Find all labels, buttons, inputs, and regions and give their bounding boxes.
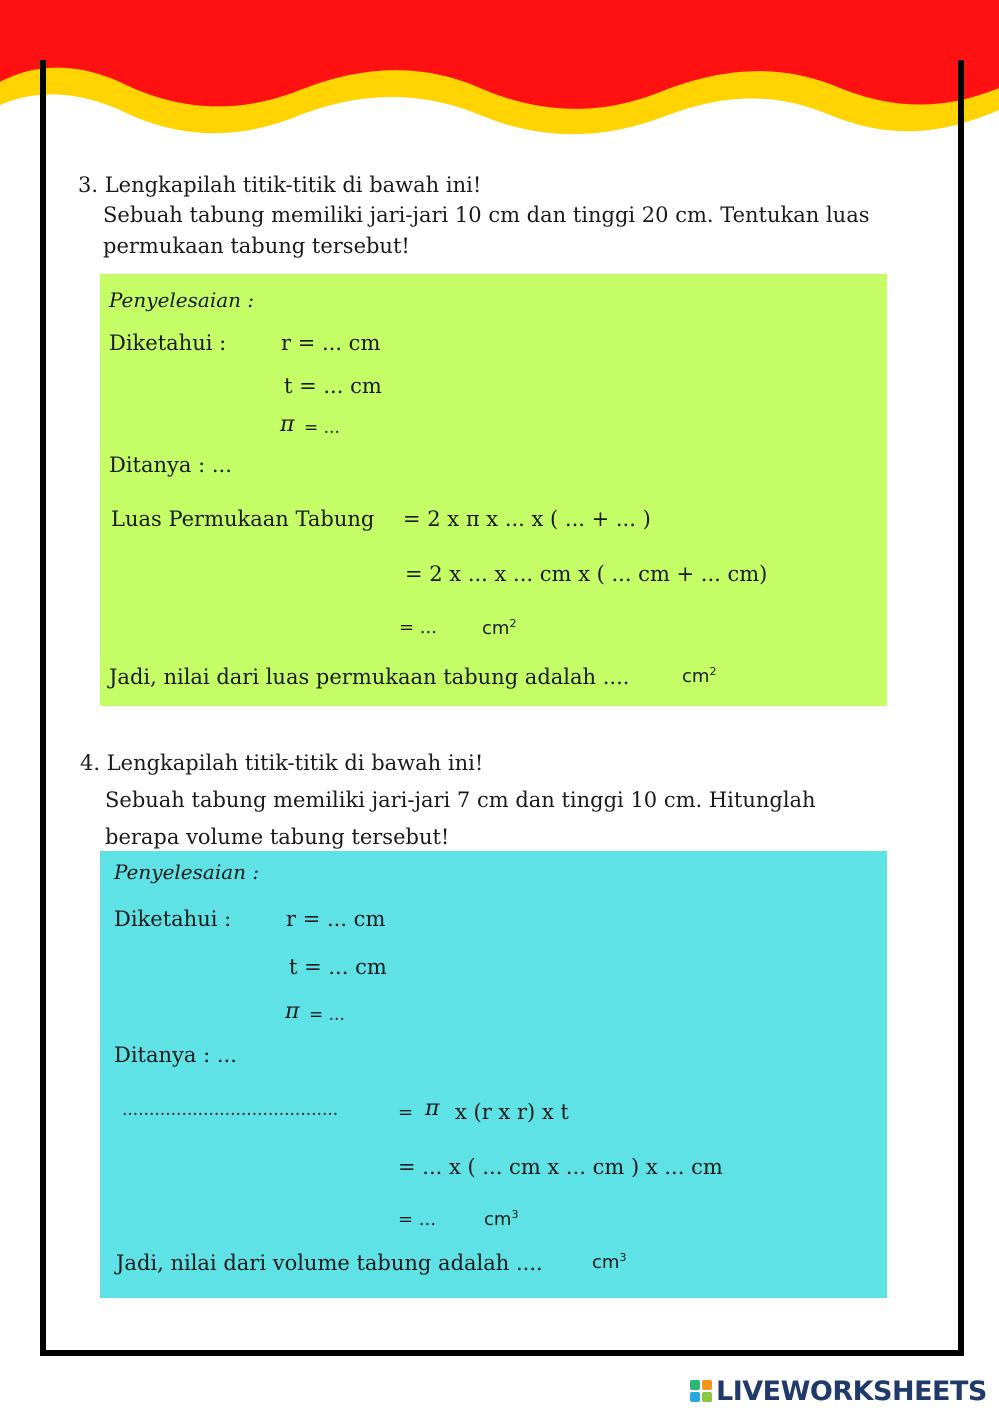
q4-step1-field[interactable]: = ... x ( ... cm x ... cm ) x ... cm (398, 1155, 723, 1179)
q4-r-field[interactable]: r = ... cm (286, 907, 386, 931)
q4-conclusion-field[interactable]: Jadi, nilai dari volume tabung adalah .... (116, 1251, 543, 1275)
q3-r-field[interactable]: r = ... cm (281, 331, 381, 355)
q4-penyelesaian-label: Penyelesaian : (114, 860, 260, 884)
q3-t-field[interactable]: t = ... cm (284, 374, 382, 398)
q4-diketahui-label: Diketahui : (114, 907, 232, 931)
q4-conclusion-exponent: 3 (619, 1251, 627, 1264)
q3-problem-line-1: Sebuah tabung memiliki jari-jari 10 cm dan tinggi 20 cm. Tentukan luas (103, 203, 870, 227)
q4-formula-equals: = (398, 1102, 414, 1123)
liveworksheets-logo-icon (690, 1380, 712, 1402)
q3-conclusion-field[interactable]: Jadi, nilai dari luas permukaan tabung adalah .... (109, 665, 630, 689)
q4-pi-symbol: π (285, 999, 300, 1024)
q4-step2-exponent: 3 (511, 1208, 519, 1221)
q4-conclusion-unit: $cm^3$ (592, 1251, 627, 1273)
q3-penyelesaian-label: Penyelesaian : (109, 288, 255, 312)
q4-step2-field[interactable]: = ... (398, 1209, 436, 1230)
q3-pi-symbol: π (280, 412, 295, 437)
q3-instruction: 3. Lengkapilah titik-titik di bawah ini! (78, 173, 482, 197)
q4-t-field[interactable]: t = ... cm (289, 955, 387, 979)
q3-conclusion-unit: $cm^2$ (682, 665, 717, 687)
q4-formula-rest: x (r x r) x t (455, 1100, 569, 1124)
q4-formula-pi: π (425, 1096, 440, 1121)
q3-diketahui-label: Diketahui : (109, 331, 227, 355)
q4-pi-field[interactable]: = ... (309, 1005, 345, 1025)
q3-problem-line-2: permukaan tabung tersebut! (103, 234, 410, 258)
q4-formula-blank[interactable]: ........................................ (122, 1100, 339, 1120)
q3-conclusion-exponent: 2 (709, 665, 717, 678)
q4-problem-line-1: Sebuah tabung memiliki jari-jari 7 cm dan tinggi 10 cm. Hitunglah (105, 788, 816, 812)
q3-step2-unit: $cm^2$ (482, 617, 517, 639)
q3-step2-field[interactable]: = ... (399, 617, 437, 638)
q3-pi-field[interactable]: = ... (304, 418, 340, 438)
q3-step2-exponent: 2 (509, 617, 517, 630)
q4-ditanya-field[interactable]: Ditanya : ... (114, 1043, 237, 1067)
q4-step2-unit: $cm^3$ (484, 1208, 519, 1230)
liveworksheets-logo-text: LIVEWORKSHEETS (716, 1375, 987, 1407)
q4-problem-line-2: berapa volume tabung tersebut! (105, 825, 450, 849)
q3-ditanya-field[interactable]: Ditanya : ... (109, 453, 232, 477)
q3-formula-field[interactable]: = 2 x π x ... x ( ... + ... ) (403, 507, 651, 531)
liveworksheets-logo[interactable] (690, 1374, 987, 1408)
q3-formula-label: Luas Permukaan Tabung (111, 507, 375, 531)
q4-instruction: 4. Lengkapilah titik-titik di bawah ini! (80, 751, 484, 775)
q3-step1-field[interactable]: = 2 x ... x ... cm x ( ... cm + ... cm) (405, 562, 768, 586)
